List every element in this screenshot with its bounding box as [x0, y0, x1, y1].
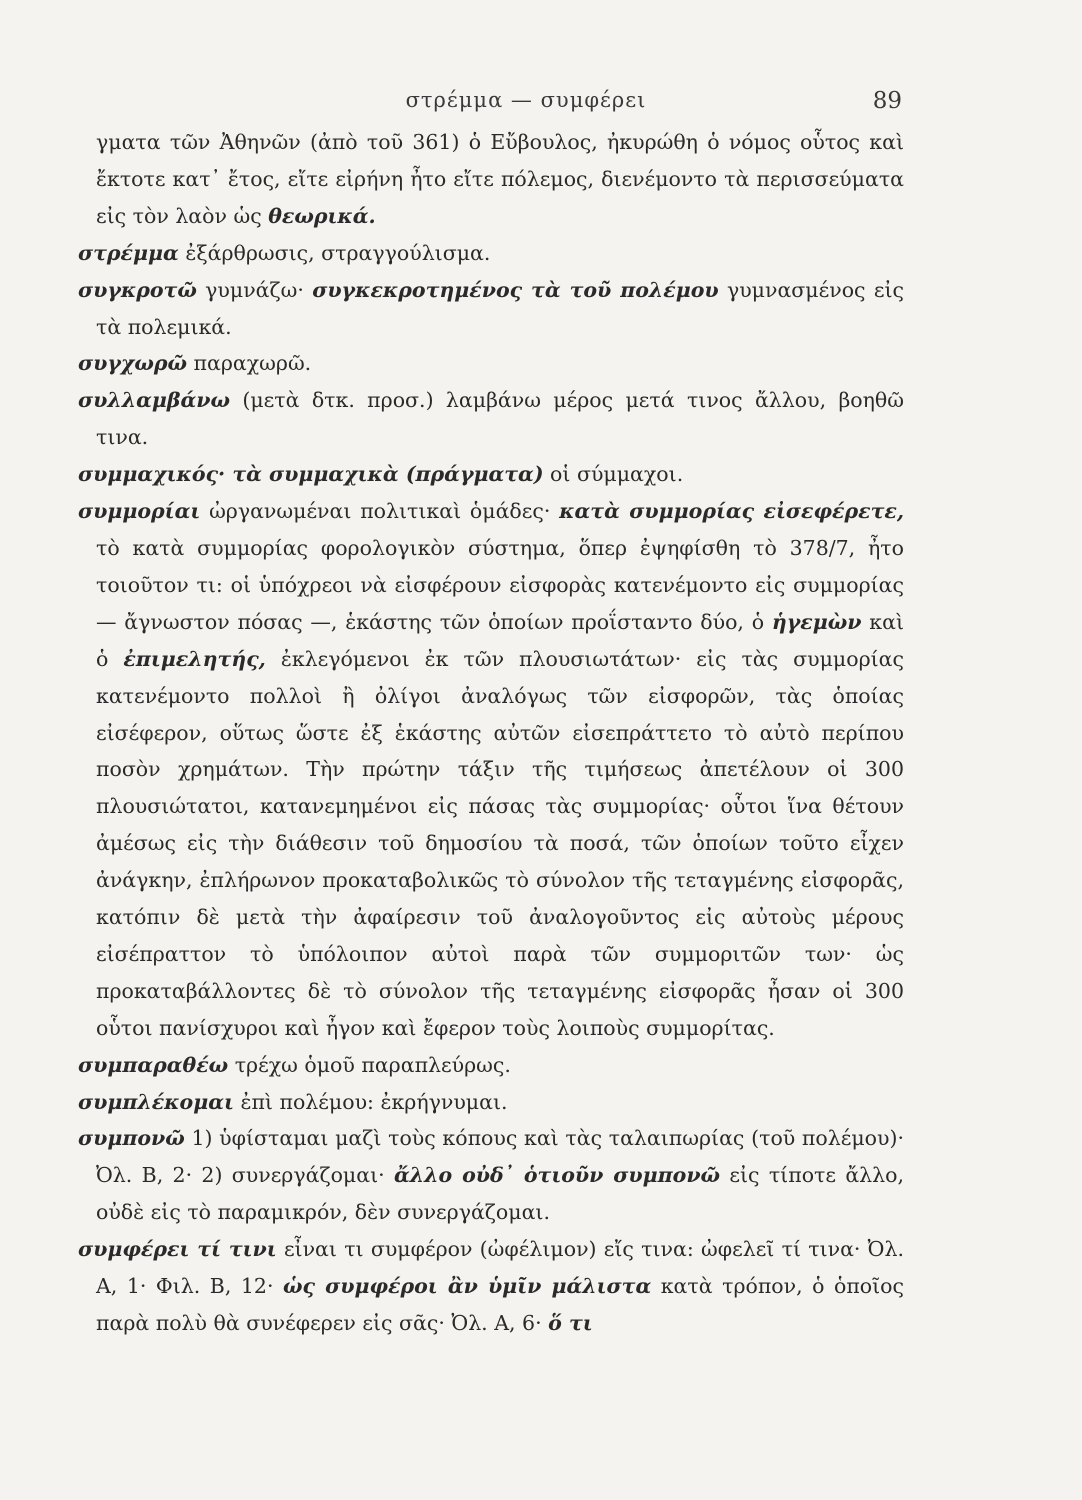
entry-sympleкomai: [78, 1084, 904, 1121]
entry-text: εἶναι τι συμφέρον (ὠφέλιμον) εἴς τινα: ὠφελεῖ τί τινα· Ὀλ. Α, 1· Φιλ. Β, 12·: [96, 1237, 904, 1299]
entry-text: παραχωρῶ.: [187, 351, 312, 376]
entry-sygchoro: [78, 345, 904, 382]
running-head: στρέμμα — συμφέρει: [405, 88, 647, 112]
entry-phrase: κατὰ συμμορίας εἰσεφέρετε,: [559, 499, 904, 524]
entry-sympherei: [78, 1231, 904, 1342]
headword: συγχωρῶ: [78, 351, 188, 376]
headword: συμμαχικός·: [78, 462, 226, 487]
headword: συμφέρει τί τινι: [78, 1237, 277, 1262]
entry-phrase: θεωρικά.: [268, 203, 376, 228]
headword: συμμορίαι: [78, 499, 201, 524]
entry-symparatheo: [78, 1047, 904, 1084]
entry-phrase: τὰ συμμαχικὰ (πράγματα): [225, 462, 544, 487]
entry-syllamvano: [78, 382, 904, 456]
entry-symmachikos: [78, 456, 904, 493]
entry-text: τρέχω ὁμοῦ παραπλεύρως.: [228, 1052, 511, 1077]
entry-phrase: ὡς συμφέροι ἂν ὑμῖν μάλιστα: [282, 1274, 652, 1299]
entry-sygkroto: [78, 272, 904, 346]
entry-text: ἐπὶ πολέμου: ἐκρήγνυμαι.: [233, 1089, 508, 1114]
entry-phrase: ἄλλο οὐδ᾽ ὁτιοῦν συμπονῶ: [393, 1163, 721, 1188]
page-number: 89: [872, 88, 902, 114]
page-header: [150, 88, 902, 118]
headword: συμπλέκομαι: [78, 1089, 234, 1114]
entry-text: 1) ὑφίσταμαι μαζὶ τοὺς κόπους καὶ τὰς ταλαιπωρίας (τοῦ πολέμου)· Ὀλ. Β, 2· 2) συνεργάζομαι·: [96, 1126, 904, 1188]
entry-stremma: [78, 235, 904, 272]
headword: συμπονῶ: [78, 1126, 185, 1151]
continued-entry: [78, 124, 904, 235]
entry-symponо: [78, 1120, 904, 1231]
entry-text: κατὰ τρόπον, ὁ ὁποῖος παρὰ πολὺ θὰ συνέφερεν εἰς σᾶς· Ὀλ. Α, 6·: [96, 1274, 905, 1335]
headword: στρέμμα: [78, 240, 179, 265]
entry-text: οἱ σύμμαχοι.: [543, 462, 684, 487]
entry-text: γυμνάζω·: [196, 277, 313, 302]
entry-text: (μετὰ δτκ. προσ.) λαμβάνω μέρος μετά τινος ἄλλου, βοηθῶ τινα.: [96, 388, 904, 450]
entry-phrase: ὅ τι: [548, 1311, 593, 1335]
entry-phrase: ἡγεμὼν: [771, 609, 862, 634]
entry-text: τὸ κατὰ συμμορίας φορολογικὸν σύστημα, ὅπερ ἐψηφίσθη τὸ 378/7, ἦτο τοιοῦτον τι: οἱ ὑπόχρεοι νὰ εἰσφέρουν εἰσφορὰς κατενέμοντο εἰς συμμορίας — ἄγνωστον πόσας —, ἑκάστης τῶν ὁποίων προΐσταντο δύο, ὁ: [96, 535, 904, 634]
headword: συγκροτῶ: [78, 277, 197, 302]
dictionary-body: [78, 124, 904, 1342]
entry-text: γματα τῶν Ἀθηνῶν (ἀπὸ τοῦ 361) ὁ Εὔβουλος, ἠκυρώθη ὁ νόμος οὗτος καὶ ἔκτοτε κατ᾽ ἔτος, εἴτε εἰρήνη ἦτο εἴτε πόλεμος, διενέμοντο τὰ περισσεύματα εἰς τὸν λαὸν ὡς: [96, 130, 904, 228]
entry-text: ὠργανωμέναι πολιτικαὶ ὁμάδες·: [200, 499, 560, 524]
entry-symmoriai: [78, 493, 904, 1047]
entry-text: εἰς τίποτε ἄλλο, οὐδὲ εἰς τὸ παραμικρόν, δὲν συνεργάζομαι.: [96, 1163, 905, 1225]
headword: συλλαμβάνω: [78, 388, 230, 413]
entry-text: ἐκλεγόμενοι ἐκ τῶν πλουσιωτάτων· εἰς τὰς συμμορίας κατενέμοντο πολλοὶ ἢ ὀλίγοι ἀναλόγως τῶν εἰσφορῶν, τὰς ὁποίας εἰσέφερον, οὕτως ὥστε ἐξ ἑκάστης αὐτῶν εἰσεπράττετο τὸ αὐτὸ περίπου ποσὸν χρημάτων. Τὴν πρώτην τάξιν τῆς τιμήσεως ἀπετέλουν οἱ 300 πλουσιώτατοι, κατανεμημένοι εἰς πάσας τὰς συμμορίας· οὗτοι ἵνα θέτουν ἀμέσως εἰς τὴν διάθεσιν τοῦ δημοσίου τὰ ποσά, τῶν ὁποίων τοῦτο εἶχεν ἀνάγκην, ἐπλήρωνον προκαταβολικῶς τὸ σύνολον τῆς τεταγμένης εἰσφορᾶς, κατόπιν δὲ μετὰ τὴν ἀφαίρεσιν τοῦ ἀναλογοῦντος εἰς αὐτοὺς μέρους εἰσέπραττον τὸ ὑπόλοιπον αὐτοὶ παρὰ τῶν συμμοριτῶν των· ὡς προκαταβάλλοντες δὲ τὸ σύνολον τῆς τεταγμένης εἰσφορᾶς ἦσαν οἱ 300 οὗτοι πανίσχυροι καὶ ἦγον καὶ ἔφερον τοὺς λοιποὺς συμμορίτας.: [96, 646, 905, 1040]
entry-phrase: ἐπιμελητής,: [123, 646, 266, 671]
entry-text: γυμνασμένος εἰς τὰ πολεμικά.: [96, 277, 904, 339]
entry-text: ἐξάρθρωσις, στραγγούλισμα.: [178, 240, 491, 265]
entry-phrase: συγκεκροτημένος τὰ τοῦ πολέμου: [312, 277, 719, 302]
entry-text: καὶ ὁ: [96, 609, 905, 671]
headword: συμπαραθέω: [78, 1052, 229, 1077]
